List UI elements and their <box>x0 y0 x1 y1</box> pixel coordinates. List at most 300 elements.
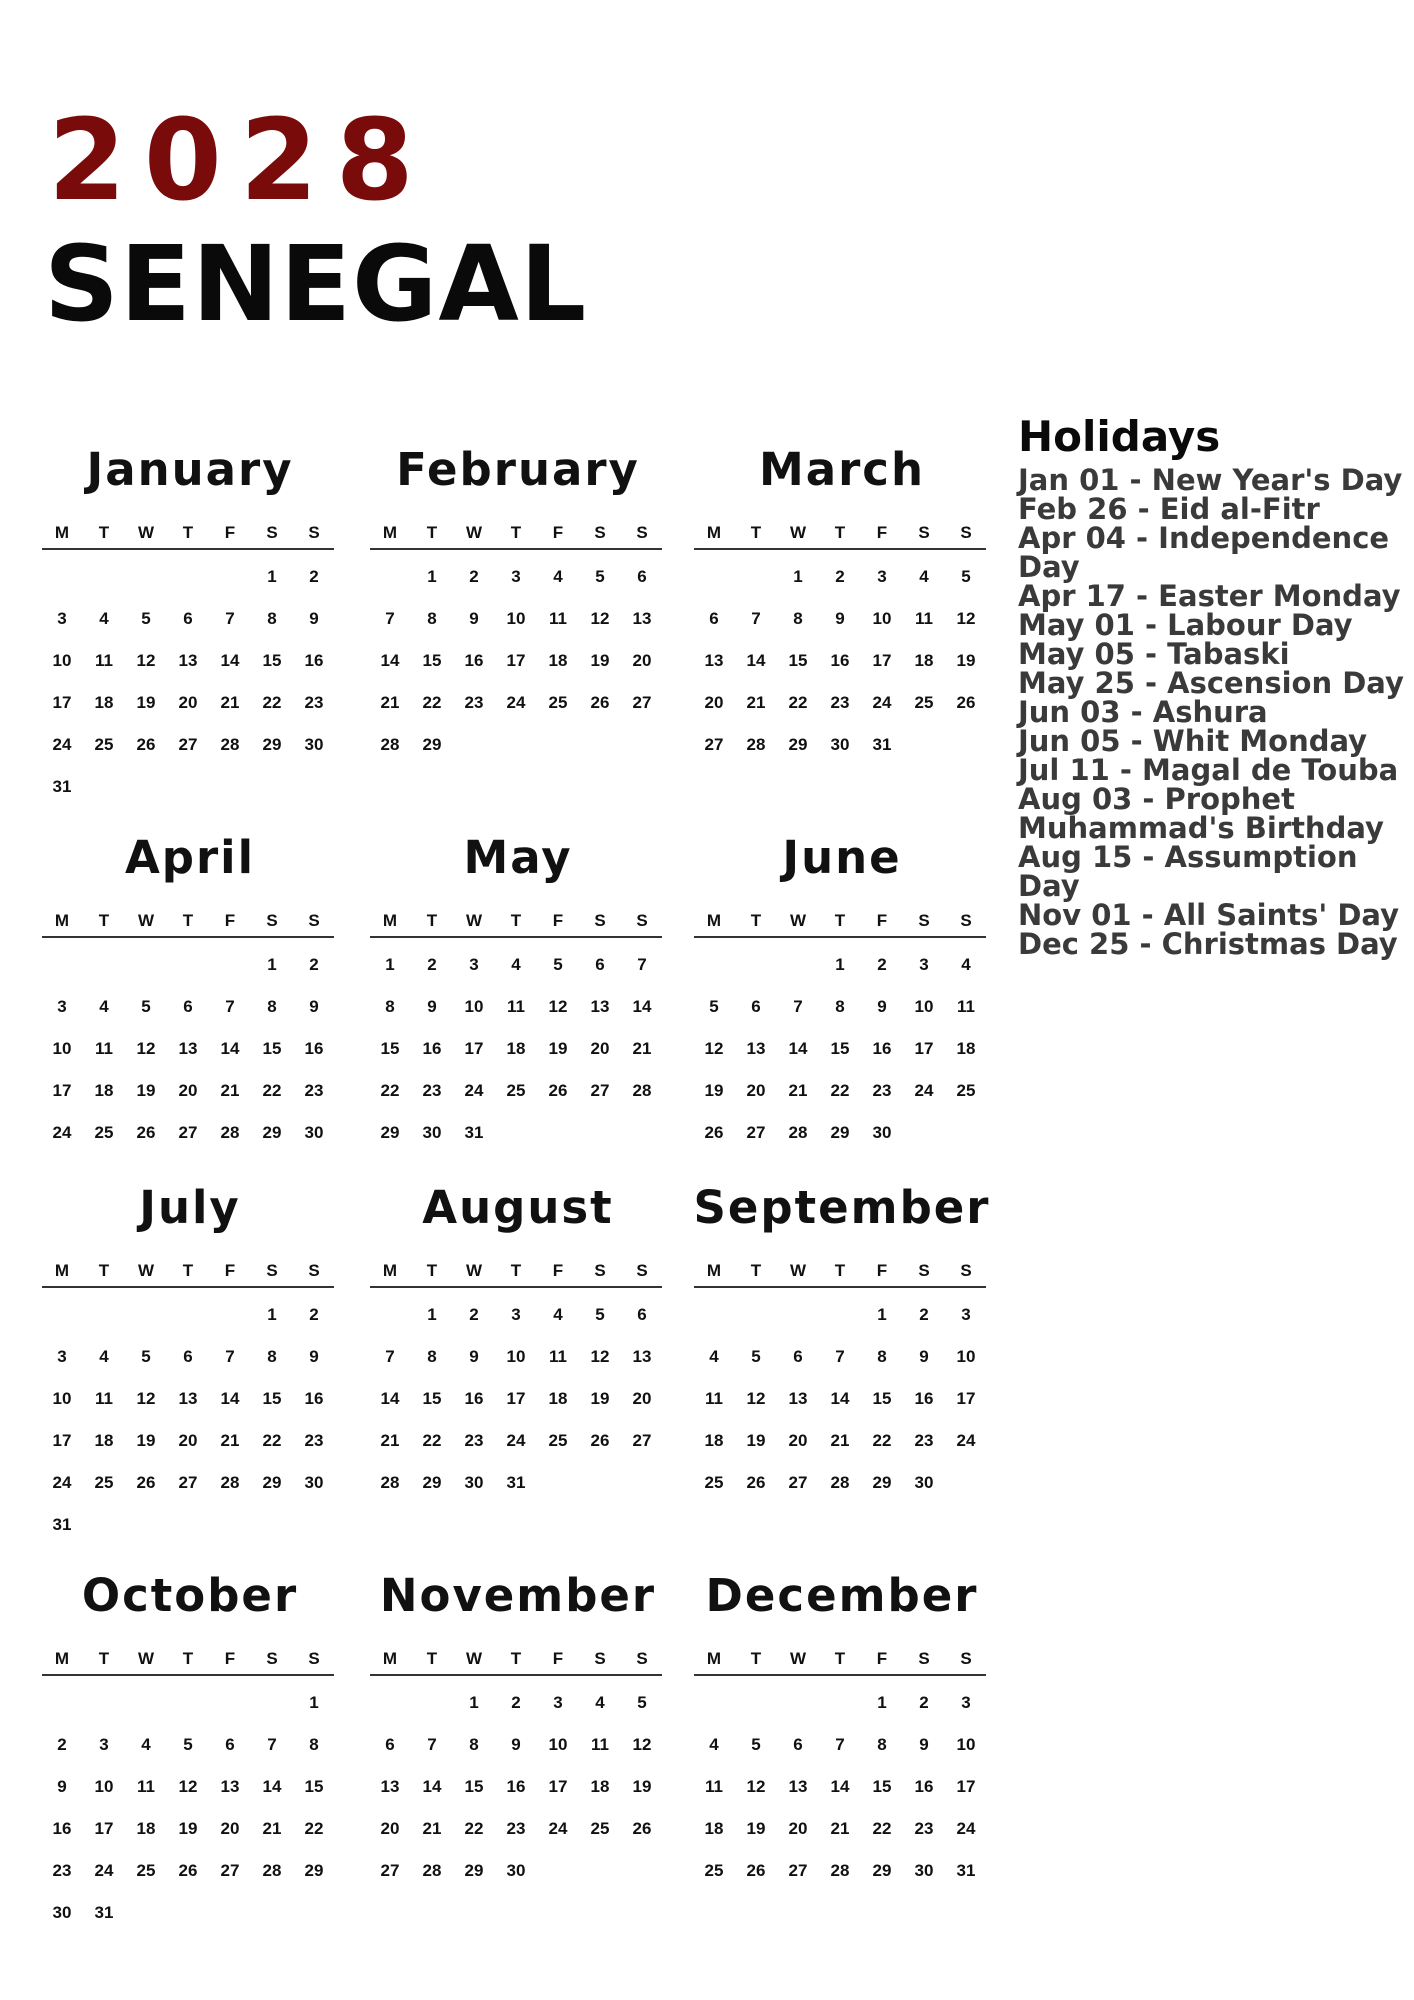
month-name: January <box>86 443 294 496</box>
day-cell: 4 <box>709 1347 719 1366</box>
weekday-label: T <box>750 523 762 542</box>
weekday-label: S <box>636 523 648 542</box>
day-cell: 10 <box>52 651 72 670</box>
month-december <box>692 1566 992 1892</box>
day-cell: 19 <box>746 1819 766 1838</box>
day-cell: 12 <box>136 1389 156 1408</box>
day-cell: 10 <box>914 997 934 1016</box>
day-cell: 8 <box>427 1347 437 1366</box>
weekday-label: F <box>224 911 236 930</box>
empty-cell <box>126 944 166 986</box>
day-cell: 18 <box>94 1081 114 1100</box>
day-cell: 6 <box>183 609 193 628</box>
day-cell: 24 <box>914 1081 934 1100</box>
weekday-label: S <box>636 1261 648 1280</box>
day-cell: 27 <box>632 1431 652 1450</box>
day-cell: 12 <box>704 1039 724 1058</box>
weekday-label: F <box>876 1649 888 1668</box>
day-cell: 16 <box>464 651 484 670</box>
day-cell: 27 <box>178 735 198 754</box>
day-cell: 11 <box>137 1777 155 1796</box>
weekday-label: M <box>706 1649 722 1668</box>
day-cell: 9 <box>309 997 319 1016</box>
day-cell: 29 <box>422 1473 442 1492</box>
weekday-label: W <box>137 523 155 542</box>
day-cell: 11 <box>95 1039 113 1058</box>
weekday-label: S <box>960 1261 972 1280</box>
day-cell: 9 <box>469 609 479 628</box>
empty-cell <box>84 556 124 598</box>
day-cell: 22 <box>262 1081 282 1100</box>
day-cell: 24 <box>52 1123 72 1142</box>
empty-cell <box>412 1682 452 1724</box>
empty-cell <box>736 944 776 986</box>
day-cell: 3 <box>57 997 67 1016</box>
day-cell: 1 <box>267 1305 277 1324</box>
day-cell: 20 <box>380 1819 400 1838</box>
day-cell: 28 <box>422 1861 442 1880</box>
day-cell: 29 <box>304 1861 324 1880</box>
day-cell: 9 <box>511 1735 521 1754</box>
day-cell: 17 <box>52 1431 72 1450</box>
weekday-label: F <box>224 1261 236 1280</box>
day-cell: 30 <box>830 735 850 754</box>
day-cell: 31 <box>94 1903 114 1922</box>
month-name: December <box>705 1569 979 1622</box>
day-cell: 6 <box>385 1735 395 1754</box>
day-cell: 6 <box>595 955 605 974</box>
day-cell: 8 <box>267 997 277 1016</box>
day-cell: 9 <box>469 1347 479 1366</box>
day-cell: 6 <box>709 609 719 628</box>
weekday-label: T <box>426 911 438 930</box>
day-cell: 2 <box>511 1693 521 1712</box>
empty-cell <box>370 556 410 598</box>
weekday-header <box>370 518 662 550</box>
day-cell: 2 <box>919 1693 929 1712</box>
weekday-label: T <box>750 911 762 930</box>
day-cell: 24 <box>52 735 72 754</box>
holiday-item: Apr 04 - Independence Day <box>1018 521 1390 584</box>
day-cell: 16 <box>914 1389 934 1408</box>
weekday-label: T <box>98 911 110 930</box>
day-cell: 2 <box>877 955 887 974</box>
weekday-label: M <box>706 1261 722 1280</box>
weekday-label: T <box>510 1649 522 1668</box>
day-cell: 11 <box>705 1389 723 1408</box>
day-cell: 22 <box>872 1431 892 1450</box>
day-cell: 30 <box>304 735 324 754</box>
day-cell: 15 <box>422 1389 442 1408</box>
day-cell: 17 <box>956 1777 976 1796</box>
day-cell: 29 <box>262 735 282 754</box>
day-cell: 12 <box>632 1735 652 1754</box>
day-cell: 22 <box>262 693 282 712</box>
day-cell: 21 <box>262 1819 282 1838</box>
day-cell: 24 <box>548 1819 568 1838</box>
day-cell: 13 <box>380 1777 400 1796</box>
empty-cell <box>168 944 208 986</box>
weekday-header <box>694 906 986 938</box>
day-cell: 9 <box>427 997 437 1016</box>
day-cell: 30 <box>464 1473 484 1492</box>
day-cell: 26 <box>956 693 976 712</box>
day-cell: 2 <box>309 567 319 586</box>
day-cell: 9 <box>877 997 887 1016</box>
weekday-label: W <box>789 1261 807 1280</box>
weekday-label: S <box>594 1649 606 1668</box>
weekday-label: M <box>382 523 398 542</box>
day-cell: 18 <box>914 651 934 670</box>
day-cell: 9 <box>309 1347 319 1366</box>
weekday-header <box>42 906 334 938</box>
day-cell: 5 <box>553 955 563 974</box>
day-cell: 21 <box>830 1819 850 1838</box>
day-cell: 17 <box>548 1777 568 1796</box>
day-cell: 7 <box>637 955 647 974</box>
day-cell: 13 <box>788 1389 808 1408</box>
day-cell: 7 <box>225 997 235 1016</box>
day-grid <box>694 944 992 1154</box>
holidays-title: Holidays <box>1018 412 1221 461</box>
day-cell: 6 <box>751 997 761 1016</box>
day-cell: 28 <box>830 1473 850 1492</box>
day-cell: 29 <box>464 1861 484 1880</box>
day-grid <box>694 1682 992 1892</box>
weekday-label: M <box>706 911 722 930</box>
day-cell: 4 <box>919 567 929 586</box>
day-cell: 16 <box>422 1039 442 1058</box>
weekday-label: S <box>918 523 930 542</box>
holiday-item: Aug 15 - Assumption Day <box>1018 840 1358 903</box>
weekday-label: T <box>834 1261 846 1280</box>
day-cell: 1 <box>427 1305 437 1324</box>
day-cell: 18 <box>590 1777 610 1796</box>
day-cell: 3 <box>469 955 479 974</box>
day-cell: 30 <box>52 1903 72 1922</box>
empty-cell <box>210 556 250 598</box>
day-cell: 19 <box>956 651 976 670</box>
day-cell: 11 <box>507 997 525 1016</box>
empty-cell <box>778 1682 818 1724</box>
day-cell: 20 <box>788 1819 808 1838</box>
day-cell: 4 <box>961 955 971 974</box>
day-cell: 2 <box>469 1305 479 1324</box>
day-cell: 1 <box>469 1693 479 1712</box>
day-cell: 5 <box>961 567 971 586</box>
day-cell: 27 <box>178 1123 198 1142</box>
month-february <box>368 440 668 766</box>
day-cell: 13 <box>178 1039 198 1058</box>
month-name: November <box>379 1569 657 1622</box>
month-january <box>40 440 340 808</box>
holiday-item: Aug 03 - Prophet Muhammad's Birthday <box>1018 782 1384 845</box>
day-cell: 26 <box>590 1431 610 1450</box>
holiday-item: Apr 17 - Easter Monday <box>1018 579 1401 613</box>
day-cell: 22 <box>788 693 808 712</box>
day-cell: 29 <box>872 1473 892 1492</box>
day-cell: 11 <box>915 609 933 628</box>
month-november <box>368 1566 668 1892</box>
day-cell: 12 <box>590 609 610 628</box>
day-cell: 7 <box>385 1347 395 1366</box>
day-cell: 14 <box>632 997 652 1016</box>
day-grid <box>370 1682 668 1892</box>
day-cell: 7 <box>793 997 803 1016</box>
day-cell: 6 <box>637 567 647 586</box>
empty-cell <box>168 556 208 598</box>
weekday-label: F <box>552 911 564 930</box>
day-cell: 16 <box>304 1039 324 1058</box>
weekday-label: S <box>594 523 606 542</box>
weekday-label: T <box>426 1261 438 1280</box>
month-name: March <box>758 443 926 496</box>
day-cell: 18 <box>956 1039 976 1058</box>
day-cell: 11 <box>549 1347 567 1366</box>
day-cell: 18 <box>704 1819 724 1838</box>
day-cell: 28 <box>262 1861 282 1880</box>
empty-cell <box>694 1294 734 1336</box>
weekday-label: F <box>552 523 564 542</box>
month-october <box>40 1566 340 1934</box>
empty-cell <box>42 944 82 986</box>
day-cell: 28 <box>220 735 240 754</box>
weekday-label: S <box>918 911 930 930</box>
month-name: May <box>463 831 573 884</box>
day-cell: 27 <box>746 1123 766 1142</box>
day-cell: 5 <box>141 609 151 628</box>
day-cell: 28 <box>632 1081 652 1100</box>
day-cell: 21 <box>632 1039 652 1058</box>
day-cell: 8 <box>877 1735 887 1754</box>
month-july <box>40 1178 340 1546</box>
day-cell: 12 <box>746 1389 766 1408</box>
day-cell: 16 <box>304 651 324 670</box>
day-cell: 29 <box>830 1123 850 1142</box>
day-cell: 20 <box>746 1081 766 1100</box>
day-cell: 31 <box>872 735 892 754</box>
weekday-label: W <box>465 911 483 930</box>
day-cell: 9 <box>309 609 319 628</box>
empty-cell <box>252 1682 292 1724</box>
weekday-label: S <box>636 1649 648 1668</box>
day-cell: 26 <box>632 1819 652 1838</box>
day-cell: 1 <box>267 955 277 974</box>
day-cell: 19 <box>548 1039 568 1058</box>
empty-cell <box>370 1294 410 1336</box>
day-cell: 2 <box>309 955 319 974</box>
empty-cell <box>210 944 250 986</box>
calendar-year: 2028 <box>48 96 432 226</box>
day-cell: 15 <box>830 1039 850 1058</box>
day-cell: 23 <box>830 693 850 712</box>
day-cell: 26 <box>136 735 156 754</box>
day-cell: 1 <box>877 1693 887 1712</box>
day-cell: 22 <box>422 1431 442 1450</box>
weekday-header <box>370 1644 662 1676</box>
day-cell: 6 <box>637 1305 647 1324</box>
weekday-label: F <box>876 911 888 930</box>
empty-cell <box>778 1294 818 1336</box>
day-cell: 2 <box>469 567 479 586</box>
day-cell: 9 <box>919 1735 929 1754</box>
day-cell: 16 <box>506 1777 526 1796</box>
day-cell: 4 <box>709 1735 719 1754</box>
day-cell: 26 <box>590 693 610 712</box>
day-cell: 4 <box>99 609 109 628</box>
weekday-header <box>694 1256 986 1288</box>
day-cell: 30 <box>914 1473 934 1492</box>
day-cell: 25 <box>548 1431 568 1450</box>
day-cell: 7 <box>267 1735 277 1754</box>
day-cell: 2 <box>427 955 437 974</box>
empty-cell <box>736 556 776 598</box>
day-cell: 3 <box>961 1305 971 1324</box>
day-cell: 16 <box>464 1389 484 1408</box>
weekday-label: W <box>789 523 807 542</box>
day-cell: 10 <box>872 609 892 628</box>
month-name: August <box>422 1181 614 1234</box>
day-cell: 23 <box>506 1819 526 1838</box>
day-cell: 4 <box>99 997 109 1016</box>
day-cell: 2 <box>57 1735 67 1754</box>
day-cell: 26 <box>136 1123 156 1142</box>
day-cell: 12 <box>548 997 568 1016</box>
day-grid <box>694 1294 992 1504</box>
day-cell: 19 <box>178 1819 198 1838</box>
month-march <box>692 440 992 766</box>
day-cell: 13 <box>704 651 724 670</box>
empty-cell <box>778 944 818 986</box>
day-cell: 21 <box>220 1081 240 1100</box>
day-cell: 24 <box>94 1861 114 1880</box>
day-cell: 23 <box>304 1431 324 1450</box>
weekday-label: S <box>266 1649 278 1668</box>
day-cell: 3 <box>57 1347 67 1366</box>
day-cell: 2 <box>309 1305 319 1324</box>
day-cell: 14 <box>830 1389 850 1408</box>
day-cell: 13 <box>746 1039 766 1058</box>
weekday-label: T <box>510 523 522 542</box>
holiday-item: Jun 05 - Whit Monday <box>1018 724 1368 758</box>
day-cell: 29 <box>380 1123 400 1142</box>
weekday-header <box>42 1644 334 1676</box>
day-cell: 13 <box>220 1777 240 1796</box>
day-cell: 15 <box>872 1777 892 1796</box>
day-cell: 29 <box>872 1861 892 1880</box>
holiday-item: Jun 03 - Ashura <box>1018 695 1268 729</box>
day-cell: 20 <box>178 1431 198 1450</box>
day-cell: 29 <box>262 1473 282 1492</box>
day-cell: 17 <box>506 651 526 670</box>
day-cell: 4 <box>511 955 521 974</box>
day-cell: 4 <box>553 1305 563 1324</box>
month-april <box>40 828 340 1154</box>
day-cell: 19 <box>136 693 156 712</box>
day-cell: 27 <box>178 1473 198 1492</box>
day-cell: 15 <box>788 651 808 670</box>
weekday-header <box>42 1256 334 1288</box>
day-cell: 12 <box>590 1347 610 1366</box>
day-cell: 15 <box>380 1039 400 1058</box>
empty-cell <box>42 1294 82 1336</box>
weekday-label: T <box>426 523 438 542</box>
day-cell: 27 <box>380 1861 400 1880</box>
day-cell: 18 <box>506 1039 526 1058</box>
weekday-header <box>694 518 986 550</box>
weekday-label: T <box>750 1261 762 1280</box>
day-cell: 15 <box>872 1389 892 1408</box>
weekday-label: S <box>266 911 278 930</box>
day-cell: 26 <box>136 1473 156 1492</box>
weekday-label: M <box>54 1649 70 1668</box>
day-cell: 15 <box>262 1389 282 1408</box>
day-cell: 20 <box>220 1819 240 1838</box>
day-cell: 10 <box>956 1347 976 1366</box>
weekday-label: F <box>876 523 888 542</box>
weekday-label: S <box>594 1261 606 1280</box>
day-cell: 3 <box>57 609 67 628</box>
country-title: SENEGAL <box>44 223 588 345</box>
weekday-label: W <box>465 1261 483 1280</box>
day-cell: 10 <box>52 1039 72 1058</box>
day-cell: 9 <box>835 609 845 628</box>
day-cell: 21 <box>380 693 400 712</box>
weekday-label: F <box>552 1261 564 1280</box>
day-cell: 22 <box>380 1081 400 1100</box>
holiday-item: May 25 - Ascension Day <box>1018 666 1404 700</box>
day-cell: 13 <box>590 997 610 1016</box>
day-cell: 16 <box>52 1819 72 1838</box>
day-cell: 18 <box>548 1389 568 1408</box>
day-cell: 5 <box>751 1347 761 1366</box>
month-september <box>692 1178 992 1504</box>
day-cell: 13 <box>178 1389 198 1408</box>
weekday-label: M <box>54 523 70 542</box>
empty-cell <box>694 944 734 986</box>
day-cell: 22 <box>262 1431 282 1450</box>
weekday-label: T <box>834 523 846 542</box>
weekday-label: M <box>706 523 722 542</box>
day-cell: 1 <box>877 1305 887 1324</box>
day-cell: 13 <box>632 609 652 628</box>
empty-cell <box>210 1682 250 1724</box>
day-cell: 3 <box>99 1735 109 1754</box>
day-cell: 27 <box>632 693 652 712</box>
day-cell: 21 <box>220 1431 240 1450</box>
day-cell: 11 <box>95 1389 113 1408</box>
day-cell: 26 <box>704 1123 724 1142</box>
day-cell: 12 <box>178 1777 198 1796</box>
weekday-label: W <box>137 1261 155 1280</box>
empty-cell <box>694 1682 734 1724</box>
weekday-label: S <box>308 911 320 930</box>
day-cell: 21 <box>422 1819 442 1838</box>
day-cell: 22 <box>304 1819 324 1838</box>
day-cell: 14 <box>380 651 400 670</box>
weekday-header <box>42 518 334 550</box>
weekday-label: F <box>552 1649 564 1668</box>
weekday-label: T <box>98 523 110 542</box>
weekday-label: W <box>789 1649 807 1668</box>
day-cell: 5 <box>595 1305 605 1324</box>
day-cell: 1 <box>309 1693 319 1712</box>
day-cell: 16 <box>830 651 850 670</box>
day-cell: 16 <box>914 1777 934 1796</box>
day-grid <box>42 556 340 808</box>
day-cell: 6 <box>183 1347 193 1366</box>
day-cell: 12 <box>746 1777 766 1796</box>
